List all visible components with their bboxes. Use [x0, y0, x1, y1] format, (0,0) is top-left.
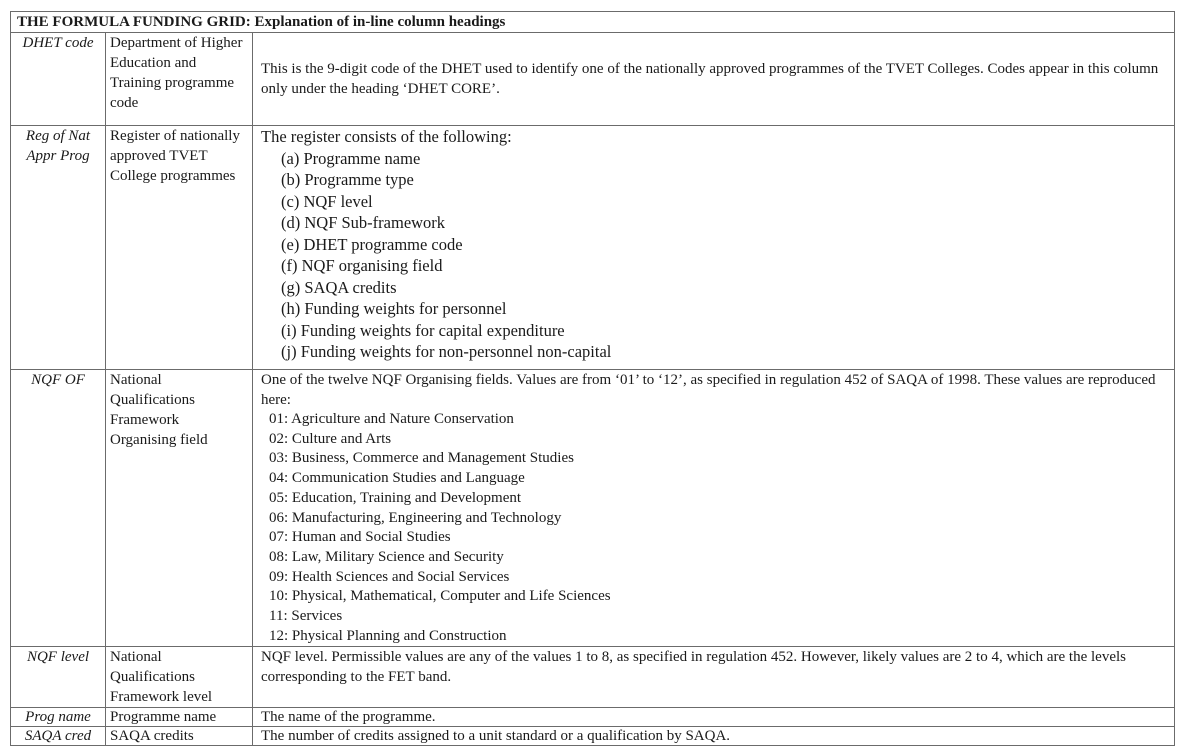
title-row — [11, 12, 1175, 33]
list-item: 02: Culture and Arts — [269, 430, 392, 447]
row-full-name: Programme name — [106, 708, 253, 727]
list-item: 01: Agriculture and Nature Conservation — [269, 411, 514, 427]
row-abbreviation: NQF OF — [11, 370, 106, 647]
row-full-name: National Qualifications Framework level — [106, 647, 253, 708]
row-description: The number of credits assigned to a unit standard or a qualification by SAQA. — [253, 727, 1175, 746]
list-item: (c) NQF level — [281, 191, 373, 211]
table-row-register — [11, 126, 1175, 370]
row-abbreviation: Reg of Nat Appr Prog — [11, 126, 106, 370]
list-item: 05: Education, Training and Development — [269, 489, 522, 506]
table-row-saqa-cred — [11, 727, 1175, 746]
table-title: THE FORMULA FUNDING GRID: Explanation of in-line column headings — [11, 12, 1175, 33]
row-description — [253, 370, 1175, 647]
list-item: (j) Funding weights for non-personnel non-capital — [281, 342, 612, 361]
row-full-name: Register of nationally approved TVET College programmes — [106, 126, 253, 370]
list-item: 11: Services — [269, 608, 343, 625]
list-item: 06: Manufacturing, Engineering and Technology — [269, 509, 562, 526]
list-item: (a) Programme name — [281, 148, 421, 168]
row-abbreviation: NQF level — [11, 647, 106, 708]
table-row-nqf-level — [11, 647, 1175, 708]
register-item-list — [261, 148, 1166, 363]
row-description — [253, 126, 1175, 370]
row-description: This is the 9-digit code of the DHET used to identify one of the nationally approved programmes of the TVET Colleges. Codes appear in this column only under the heading ‘DHET CORE’. — [253, 33, 1175, 126]
list-item: 12: Physical Planning and Construction — [269, 627, 507, 644]
row-abbreviation: SAQA cred — [11, 727, 106, 746]
list-item: (i) Funding weights for capital expenditure — [281, 320, 565, 340]
list-item: 03: Business, Commerce and Management Studies — [269, 450, 574, 467]
table-row-nqf-of — [11, 370, 1175, 647]
row-description: The name of the programme. — [253, 708, 1175, 727]
table-row-dhet-code — [11, 33, 1175, 126]
row-abbreviation: Prog name — [11, 708, 106, 727]
list-item: (b) Programme type — [281, 170, 414, 189]
list-item: (e) DHET programme code — [281, 234, 463, 254]
list-item: 10: Physical, Mathematical, Computer and Life Sciences — [269, 588, 611, 605]
row-full-name: National Qualifications Framework Organising field — [106, 370, 253, 647]
row-full-name: SAQA credits — [106, 727, 253, 746]
list-item: (d) NQF Sub-framework — [281, 213, 446, 232]
organising-fields-intro: One of the twelve NQF Organising fields. Values are from ‘01’ to ‘12’, as specified in regulation 452 of SAQA of 1998. These values are reproduced here: — [261, 372, 1156, 408]
table-row-prog-name — [11, 708, 1175, 727]
list-item: (f) NQF organising field — [281, 256, 443, 275]
row-full-name: Department of Higher Education and Training programme code — [106, 33, 253, 126]
list-item: 04: Communication Studies and Language — [269, 470, 525, 487]
list-item: (h) Funding weights for personnel — [281, 299, 507, 318]
list-item: 09: Health Sciences and Social Services — [269, 568, 510, 585]
formula-funding-grid-table — [10, 11, 1175, 746]
list-item: 08: Law, Military Science and Security — [269, 548, 504, 565]
row-abbreviation: DHET code — [11, 33, 106, 126]
row-description: NQF level. Permissible values are any of the values 1 to 8, as specified in regulation 452. However, likely values are 2 to 4, which are the levels corresponding to the FET band. — [253, 647, 1175, 708]
register-intro: The register consists of the following: — [261, 127, 512, 146]
list-item: (g) SAQA credits — [281, 277, 397, 297]
list-item: 07: Human and Social Studies — [269, 529, 451, 546]
organising-field-list — [261, 410, 1166, 646]
